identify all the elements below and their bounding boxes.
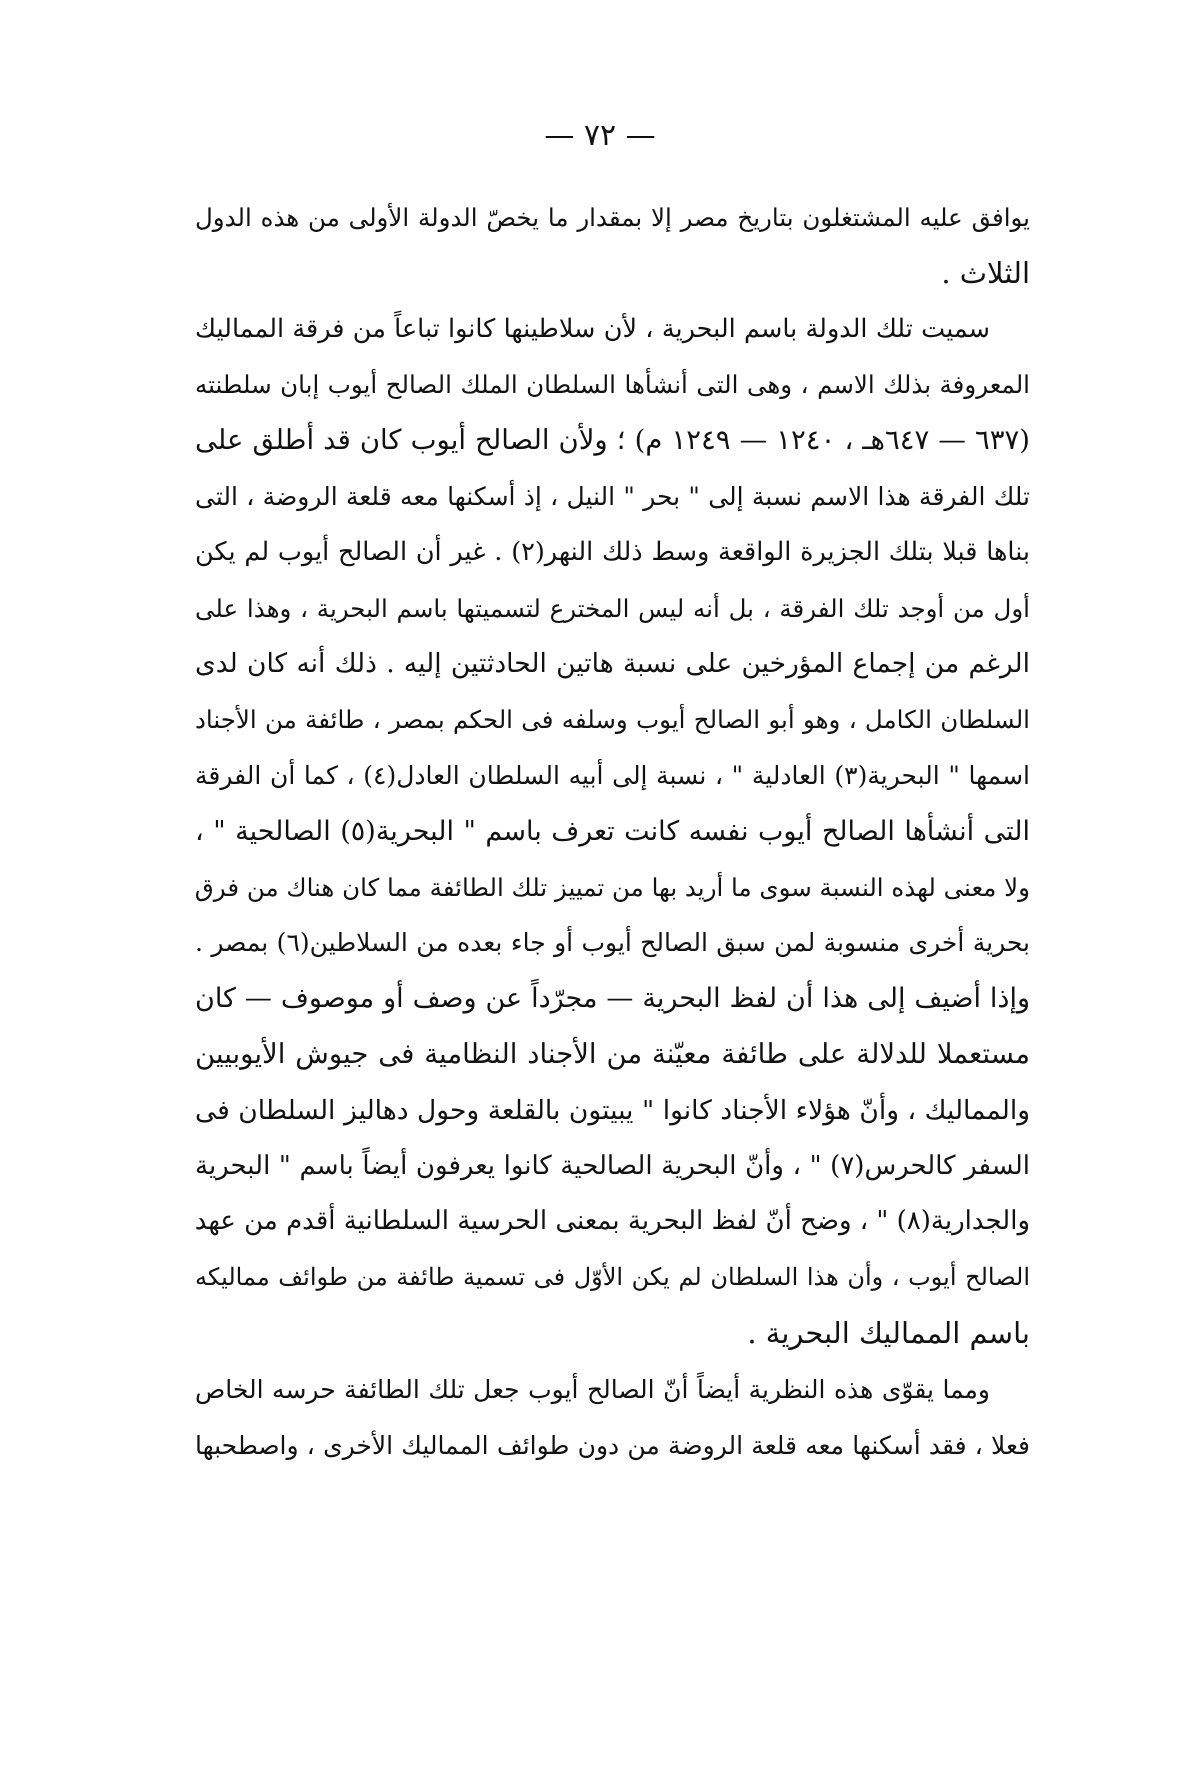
- text-line: يوافق عليه المشتغلون بتاريخ مصر إلا بمقدار ما يخصّ الدولة الأولى من هذه الدول: [195, 203, 1030, 232]
- text-line: مستعملا للدلالة على طائفة معيّنة من الأجناد النظامية فى جيوش الأيوبيين: [195, 1037, 1030, 1070]
- text-line: الثلاث .: [941, 255, 1030, 290]
- text-line: الرغم من إجماع المؤرخين على نسبة هاتين الحادثتين إليه . ذلك أنه كان لدى: [195, 648, 1030, 680]
- text-line: سميت تلك الدولة باسم البحرية ، لأن سلاطينها كانوا تباعاً من فرقة المماليك: [195, 313, 990, 344]
- text-line: أول من أوجد تلك الفرقة ، بل أنه ليس المخترع لتسميتها باسم البحرية ، وهذا على: [195, 593, 1030, 623]
- text-line: الصالح أيوب ، وأن هذا السلطان لم يكن الأوّل فى تسمية طائفة من طوائف مماليكه: [195, 1263, 1030, 1292]
- text-line: والجدارية(٨) " ، وضح أنّ لفظ البحرية بمعنى الحرسية السلطانية أقدم من عهد: [195, 1206, 1030, 1237]
- text-line: السفر كالحرس(٧) " ، وأنّ البحرية الصالحية كانوا يعرفون أيضاً باسم " البحرية: [195, 1150, 1030, 1181]
- text-line: ولا معنى لهذه النسبة سوى ما أريد بها من تمييز تلك الطائفة مما كان هناك من فرق: [195, 872, 1030, 902]
- text-line: التى أنشأها الصالح أيوب نفسه كانت تعرف باسم " البحرية(٥) الصالحية " ،: [195, 815, 1030, 847]
- text-line: بناها قبلا بتلك الجزيرة الواقعة وسط ذلك النهر(٢) . غير أن الصالح أيوب لم يكن: [195, 536, 1030, 567]
- text-line: المعروفة بذلك الاسم ، وهى التى أنشأها السلطان الملك الصالح أيوب إبان سلطنته: [195, 370, 1030, 400]
- text-line: باسم المماليك البحرية .: [747, 1315, 1030, 1350]
- text-line: اسمها " البحرية(٣) العادلية " ، نسبة إلى أبيه السلطان العادل(٤) ، كما أن الفرقة: [195, 760, 1030, 790]
- page-number: — ٧٢ —: [544, 118, 656, 153]
- text-line: تلك الفرقة هذا الاسم نسبة إلى " بحر " النيل ، إذ أسكنها معه قلعة الروضة ، التى: [195, 481, 1030, 511]
- text-line: ومما يقوّى هذه النظرية أيضاً أنّ الصالح أيوب جعل تلك الطائفة حرسه الخاص: [195, 1374, 990, 1404]
- text-line: السلطان الكامل ، وهو أبو الصالح أيوب وسلفه فى الحكم بمصر ، طائفة من الأجناد: [195, 705, 1030, 735]
- body-text: [195, 190, 1030, 1473]
- text-line: وإذا أضيف إلى هذا أن لفظ البحرية — مجرّداً عن وصف أو موصوف — كان: [195, 983, 1030, 1015]
- text-line: (٦٣٧ — ٦٤٧هـ ، ١٢٤٠ — ١٢٤٩ م) ؛ ولأن الصالح أيوب كان قد أطلق على: [195, 424, 1030, 457]
- text-line: فعلا ، فقد أسكنها معه قلعة الروضة من دون طوائف المماليك الأخرى ، واصطحبها: [195, 1430, 1030, 1460]
- text-line: والمماليك ، وأنّ هؤلاء الأجناد كانوا " يبيتون بالقلعة وحول دهاليز السلطان فى: [195, 1094, 1030, 1126]
- text-line: بحرية أخرى منسوبة لمن سبق الصالح أيوب أو جاء بعده من السلاطين(٦) بمصر .: [195, 928, 1030, 958]
